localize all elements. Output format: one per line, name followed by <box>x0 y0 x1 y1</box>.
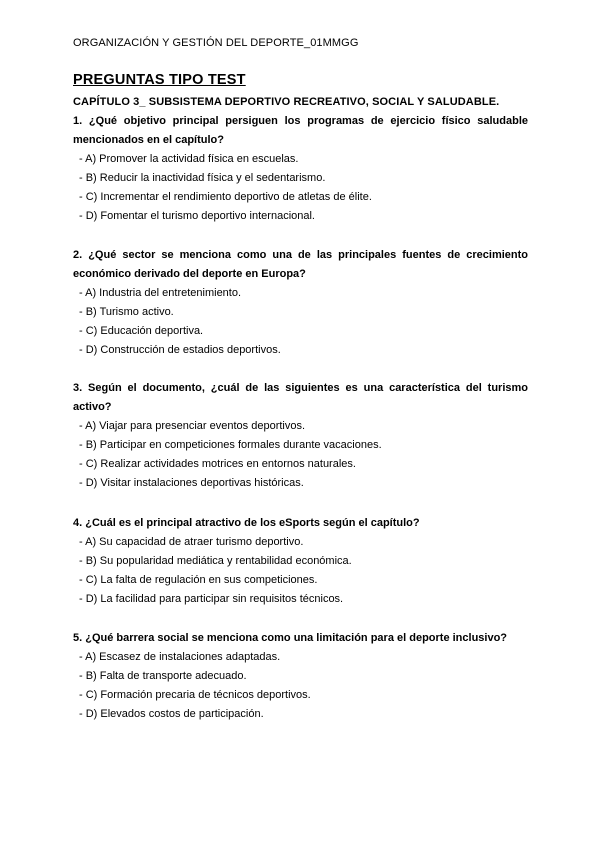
question-4-option-c: - C) La falta de regulación en sus competiciones. <box>79 574 318 586</box>
question-2-option-c: - C) Educación deportiva. <box>79 325 204 337</box>
question-3-option-c: - C) Realizar actividades motrices en entornos naturales. <box>79 458 356 470</box>
question-2-text: 2. ¿Qué sector se menciona como una de las principales fuentes de crecimiento económico derivado del deporte en Europa? <box>73 249 528 280</box>
question-1-option-c: - C) Incrementar el rendimiento deportivo de atletas de élite. <box>79 191 372 203</box>
question-4 <box>73 514 528 609</box>
question-3-options <box>73 417 528 493</box>
question-2 <box>73 246 528 360</box>
question-4-option-a: - A) Su capacidad de atraer turismo deportivo. <box>79 536 304 548</box>
question-3-option-b: - B) Participar en competiciones formales durante vacaciones. <box>79 439 382 451</box>
question-5 <box>73 629 528 724</box>
question-5-option-a: - A) Escasez de instalaciones adaptadas. <box>79 651 281 663</box>
question-2-option-b: - B) Turismo activo. <box>79 306 174 318</box>
question-5-option-c: - C) Formación precaria de técnicos deportivos. <box>79 689 311 701</box>
question-1-option-b: - B) Reducir la inactividad física y el sedentarismo. <box>79 172 326 184</box>
chapter-title: CAPÍTULO 3_ SUBSISTEMA DEPORTIVO RECREATIVO, SOCIAL Y SALUDABLE. <box>73 96 500 108</box>
question-1 <box>73 112 528 226</box>
question-3-option-d: - D) Visitar instalaciones deportivas históricas. <box>79 477 304 489</box>
question-3 <box>73 379 528 493</box>
question-3-option-a: - A) Viajar para presenciar eventos deportivos. <box>79 420 306 432</box>
question-2-option-a: - A) Industria del entretenimiento. <box>79 287 242 299</box>
question-2-option-d: - D) Construcción de estadios deportivos. <box>79 344 281 356</box>
question-5-text: 5. ¿Qué barrera social se menciona como una limitación para el deporte inclusivo? <box>73 632 508 644</box>
question-5-option-b: - B) Falta de transporte adecuado. <box>79 670 247 682</box>
question-1-option-a: - A) Promover la actividad física en escuelas. <box>79 153 299 165</box>
question-4-options <box>73 533 528 609</box>
question-4-text: 4. ¿Cuál es el principal atractivo de los eSports según el capítulo? <box>73 517 420 529</box>
question-3-text: 3. Según el documento, ¿cuál de las siguientes es una característica del turismo activo? <box>73 382 528 413</box>
question-1-options <box>73 150 528 226</box>
question-4-option-d: - D) La facilidad para participar sin requisitos técnicos. <box>79 593 344 605</box>
question-1-option-d: - D) Fomentar el turismo deportivo internacional. <box>79 210 315 222</box>
question-1-text: 1. ¿Qué objetivo principal persiguen los programas de ejercicio físico saludable mencionados en el capítulo? <box>73 115 528 146</box>
question-2-options <box>73 284 528 360</box>
question-5-option-d: - D) Elevados costos de participación. <box>79 708 264 720</box>
document-header: ORGANIZACIÓN Y GESTIÓN DEL DEPORTE_01MMGG <box>73 37 359 49</box>
question-4-option-b: - B) Su popularidad mediática y rentabilidad económica. <box>79 555 352 567</box>
section-title: PREGUNTAS TIPO TEST <box>73 72 246 88</box>
question-5-options <box>73 648 528 724</box>
